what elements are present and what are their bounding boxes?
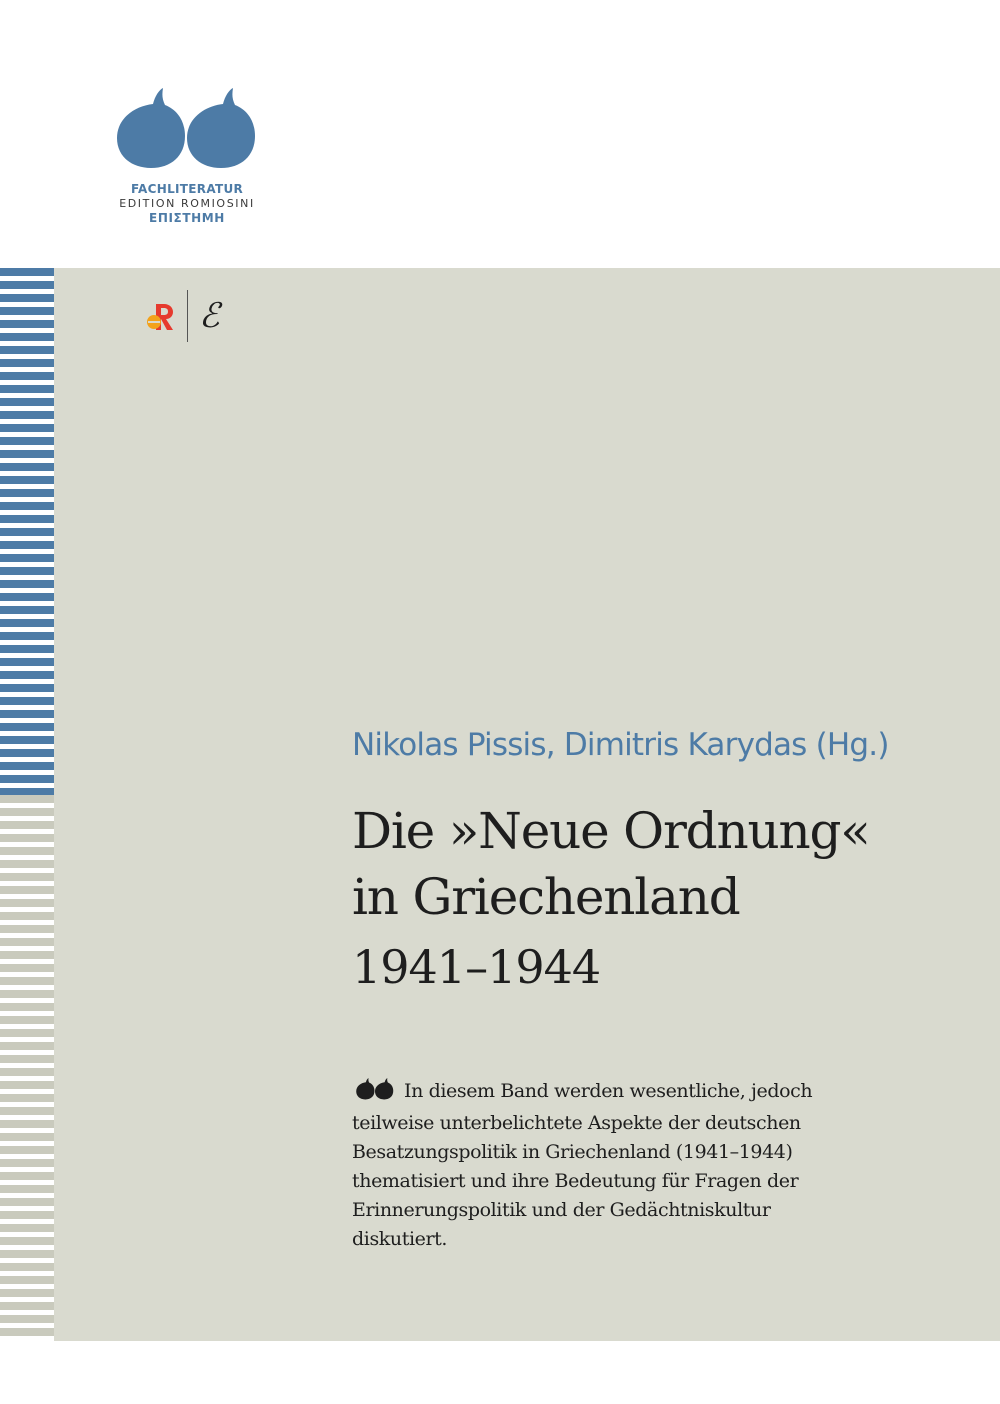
blurb-line: diskutiert. (352, 1228, 448, 1250)
stripe-band-grey (0, 795, 54, 1341)
blurb-line: teilweise unterbelichtete Aspekte der deutschen (352, 1112, 801, 1134)
series-greek-label: ΕΠΙΣΤΗΜΗ (149, 211, 225, 225)
quote-marks-icon (100, 88, 274, 170)
romiosini-logo-icon (146, 300, 174, 332)
blurb-line: Besatzungspolitik in Griechenland (1941–1944) (352, 1141, 793, 1163)
quote-marks-small-icon (352, 1078, 398, 1109)
bottom-white-area (0, 1341, 1000, 1404)
logo-divider (187, 290, 188, 342)
blurb-line: Erinnerungspolitik und der Gedächtniskultur (352, 1199, 771, 1221)
series-logo (100, 88, 274, 226)
publisher-logos (146, 290, 220, 342)
blurb-line: In diesem Band werden wesentliche, jedoch (352, 1077, 872, 1109)
book-years: 1941–1944 (352, 940, 601, 994)
series-edition: EDITION ROMIOSINI (119, 197, 255, 210)
series-label: FACHLITERATUR (130, 182, 244, 196)
blurb (352, 1077, 872, 1254)
book-title (352, 798, 870, 930)
book-title-line2: in Griechenland (352, 868, 740, 926)
book-authors: Nikolas Pissis, Dimitris Karydas (Hg.) (352, 727, 889, 763)
book-title-line1: Die »Neue Ordnung« (352, 802, 870, 860)
blurb-line: thematisiert und ihre Bedeutung für Fragen der (352, 1170, 799, 1192)
episteme-logo-icon: ℰ (199, 296, 220, 336)
